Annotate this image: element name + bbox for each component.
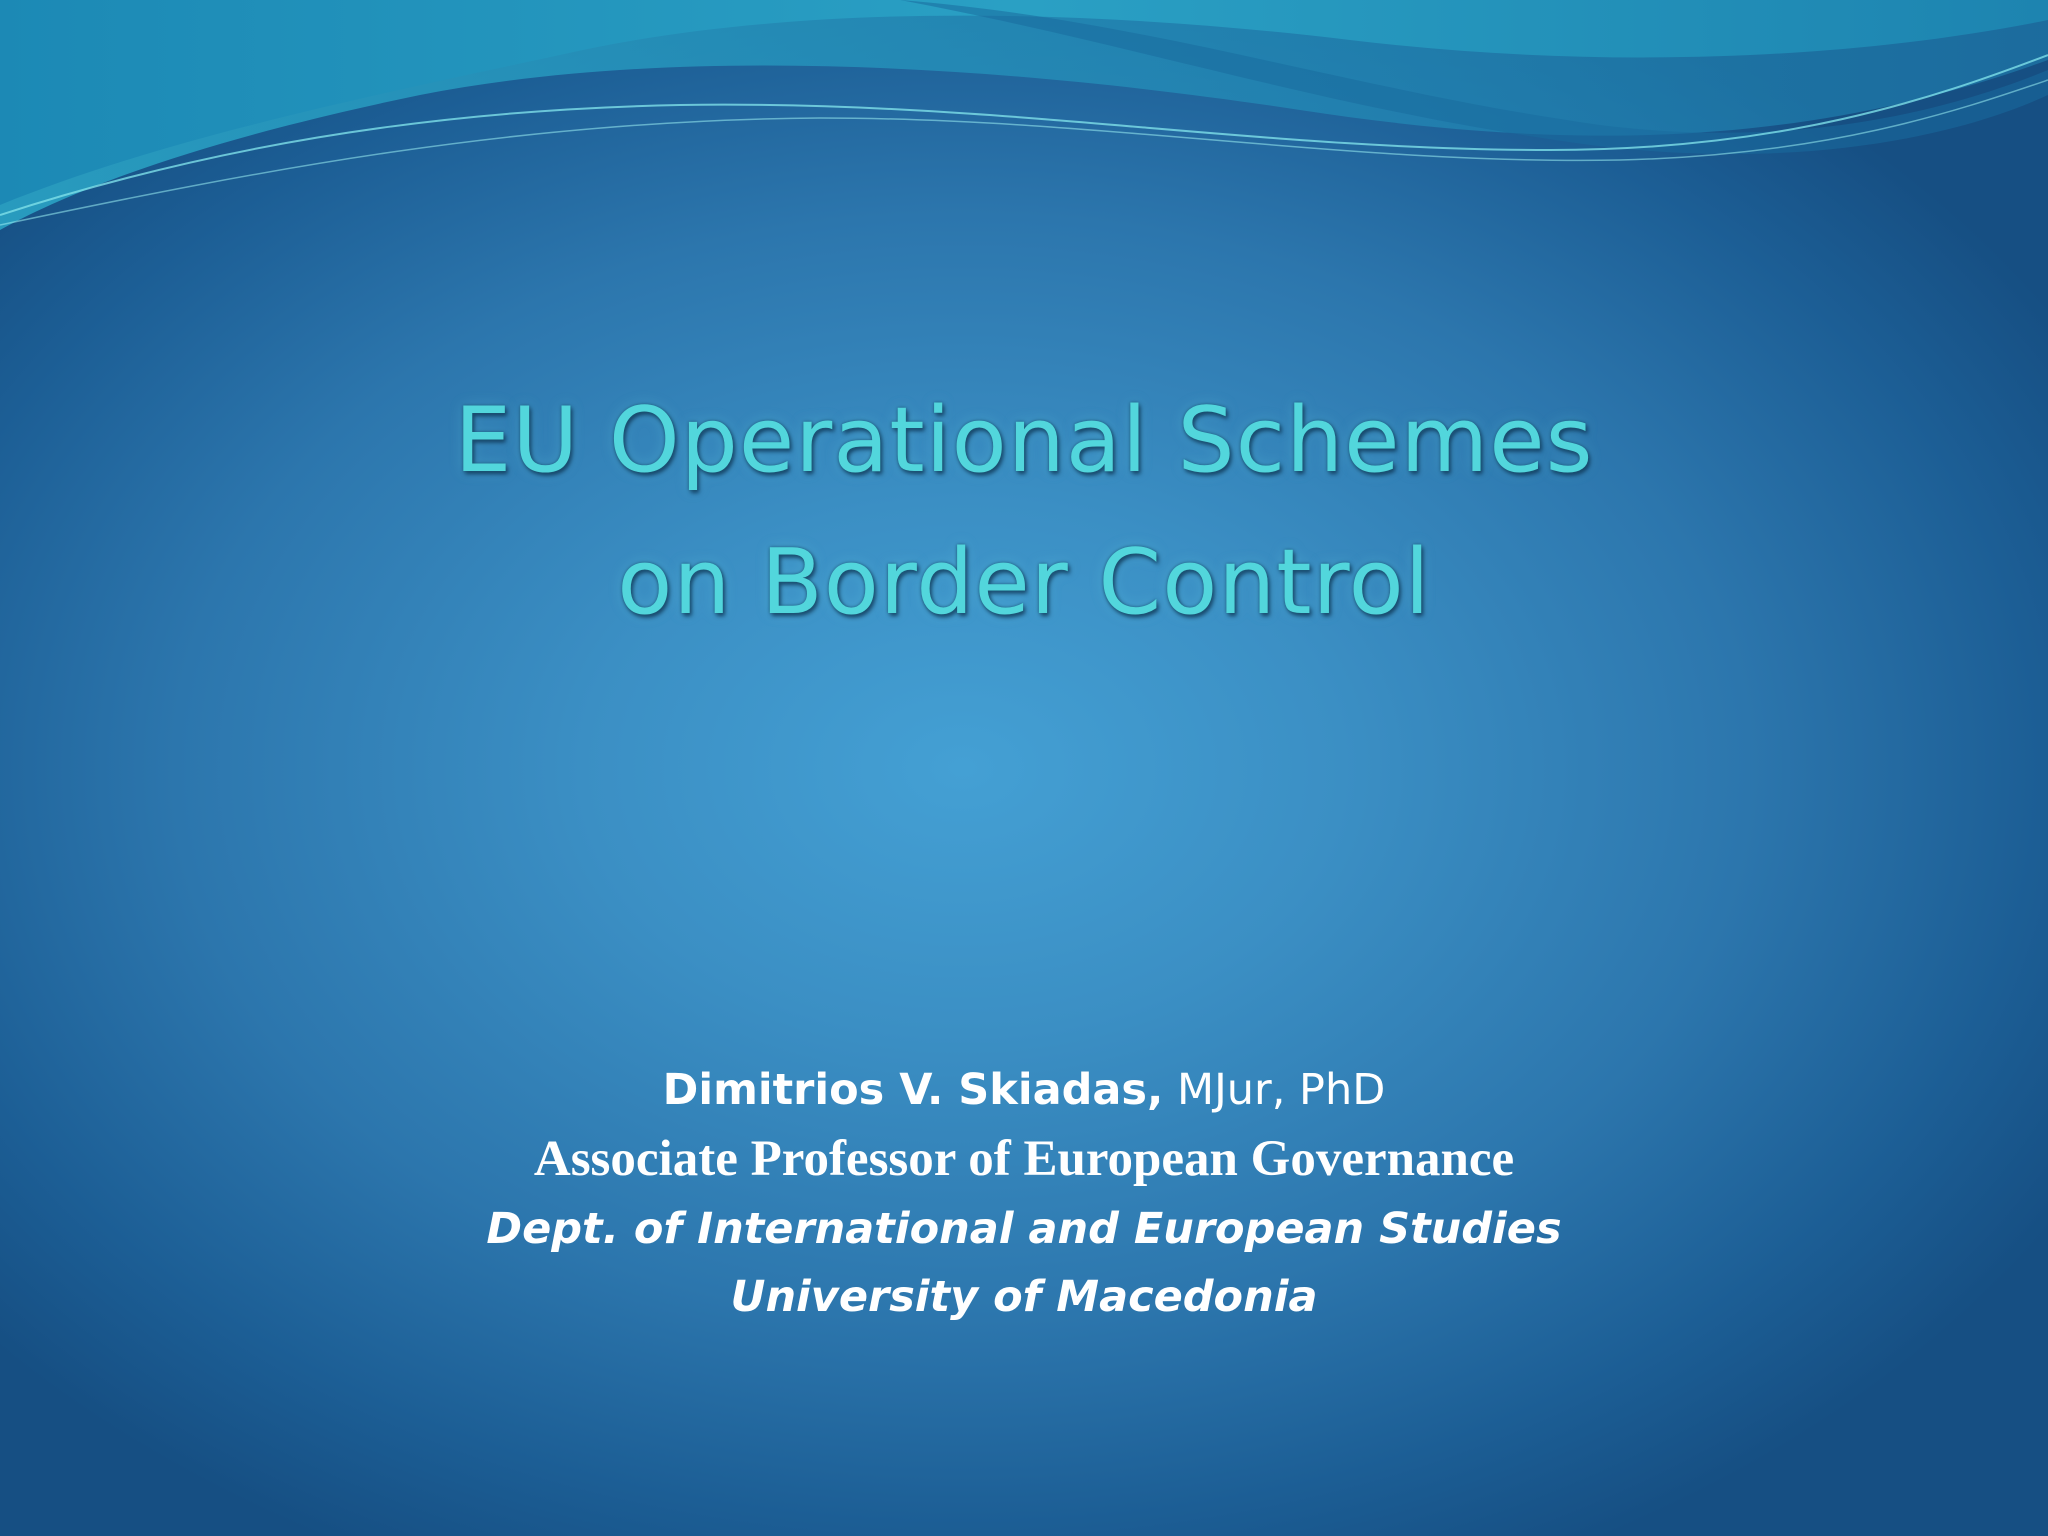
author-name: Dimitrios V. Skiadas, [662,1065,1164,1115]
title-line-1: EU Operational Schemes [454,388,1594,493]
wave-decoration [0,0,2048,260]
author-line [224,1060,1824,1126]
slide-title [224,370,1824,654]
title-line-2: on Border Control [617,530,1431,635]
author-department: Dept. of International and European Studies [486,1204,1562,1254]
author-university: University of Macedonia [730,1272,1318,1322]
author-credentials: MJur, PhD [1177,1065,1386,1115]
author-position: Associate Professor of European Governance [533,1131,1515,1187]
author-block [224,1060,1824,1332]
